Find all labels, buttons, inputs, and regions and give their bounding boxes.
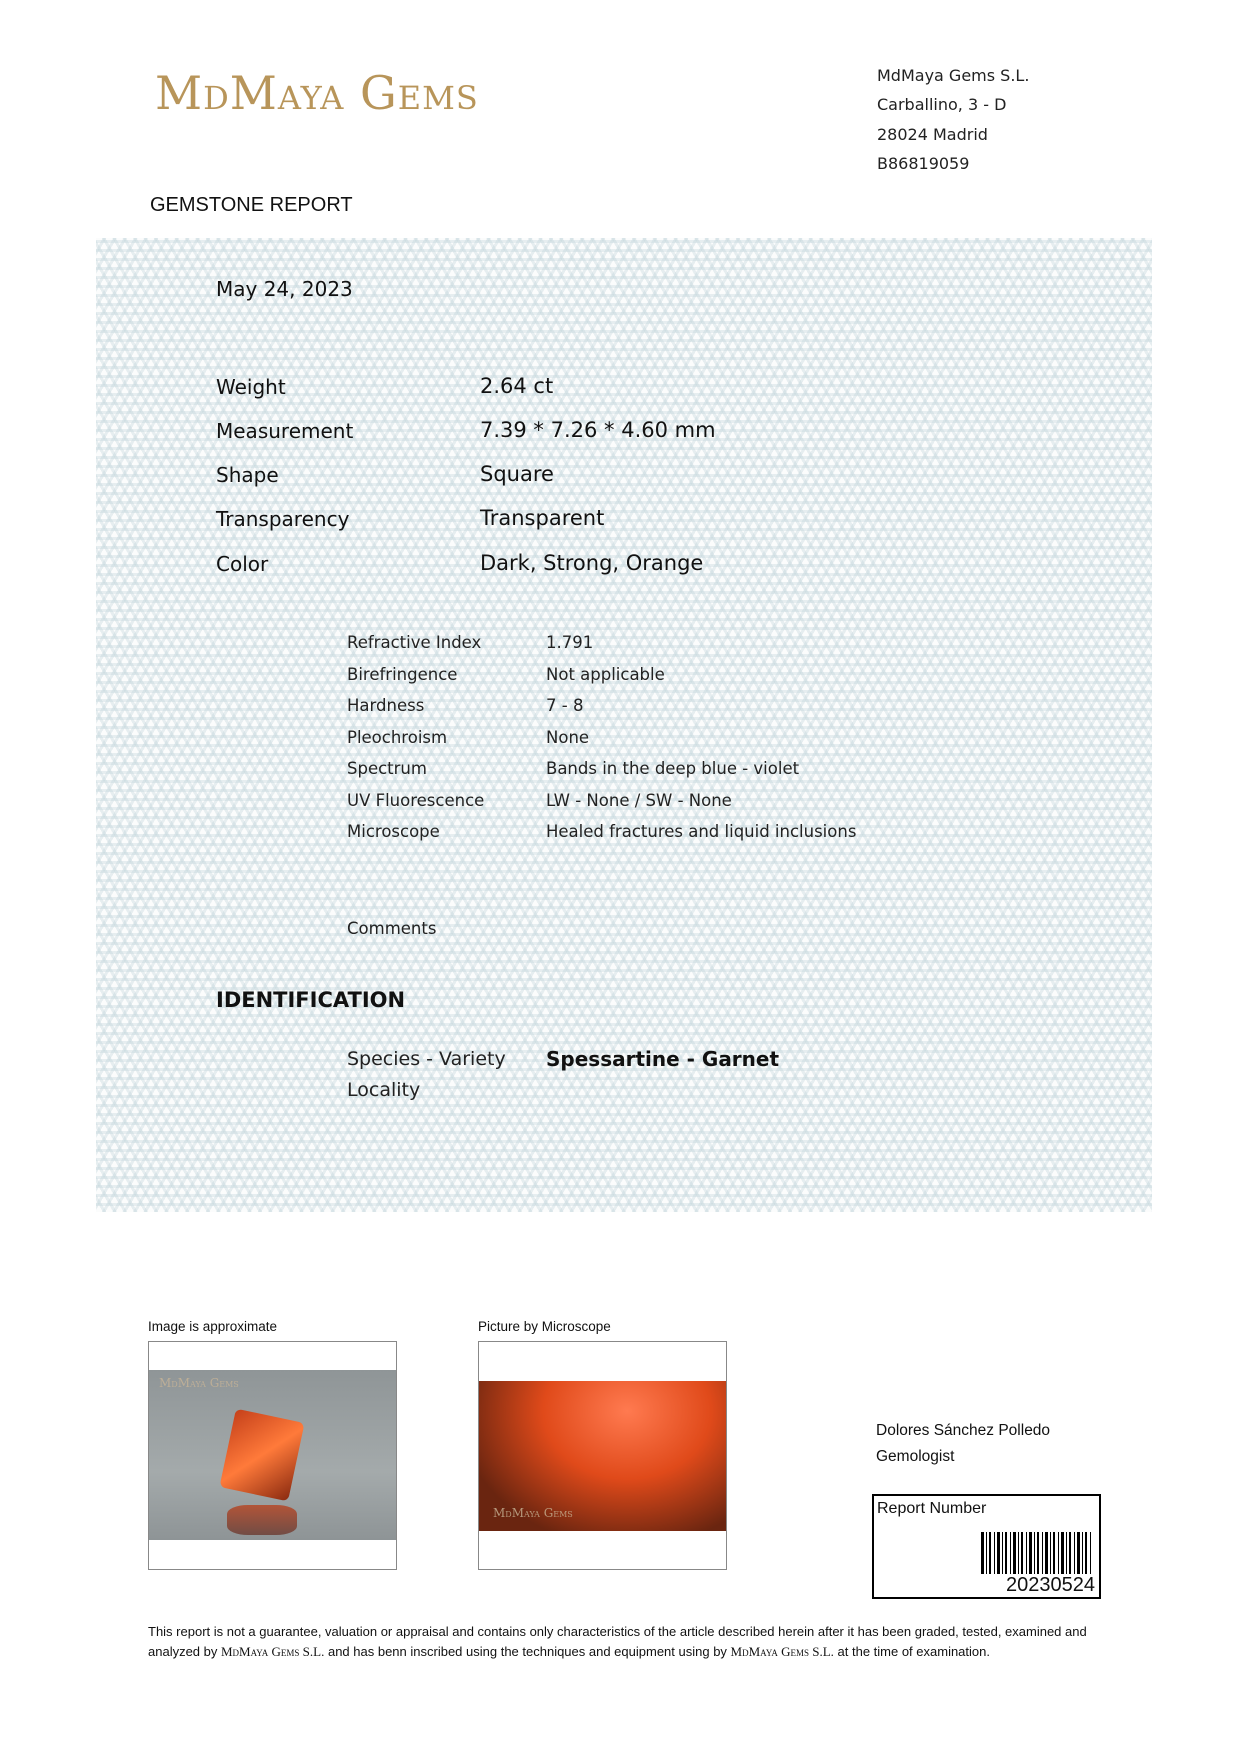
property-label: Refractive Index (347, 633, 482, 652)
image-caption: Image is approximate (148, 1319, 278, 1334)
comments-label: Comments (347, 919, 437, 938)
property-value: 1.791 (546, 633, 594, 652)
property-value: Bands in the deep blue - violet (546, 759, 800, 778)
image-caption: Picture by Microscope (478, 1319, 611, 1334)
gemologist-name: Dolores Sánchez Polledo (876, 1422, 1051, 1439)
photo-watermark: MdMaya Gems (493, 1506, 573, 1520)
property-label: Hardness (347, 696, 425, 715)
report-number-value: 20230524 (1006, 1574, 1095, 1596)
property-value: Not applicable (546, 665, 665, 684)
field-value: Transparent (480, 506, 605, 530)
report-title: GEMSTONE REPORT (150, 194, 353, 216)
address-line: 28024 Madrid (877, 125, 988, 144)
field-value: 2.64 ct (480, 374, 554, 398)
disclaimer-text: This report is not a guarantee, valuation or appraisal and contains only characteristics of the article described herein after it has been graded, tested, examined and analyzed by (148, 1624, 1087, 1659)
gem-reflection (227, 1505, 297, 1535)
field-label: Color (216, 552, 269, 576)
property-label: Spectrum (347, 759, 427, 778)
company-logo: MdMaya Gems (155, 66, 479, 120)
company-name: MdMaya Gems S.L. (221, 1644, 325, 1659)
gem-photo-frame (148, 1341, 397, 1570)
field-label: Shape (216, 463, 279, 487)
property-label: Microscope (347, 822, 440, 841)
address-line: Carballino, 3 - D (877, 95, 1007, 114)
property-label: UV Fluorescence (347, 791, 485, 810)
microscope-photo-frame (478, 1341, 727, 1570)
report-number-label: Report Number (877, 1500, 987, 1517)
photo-watermark: MdMaya Gems (159, 1376, 239, 1390)
address-line: MdMaya Gems S.L. (877, 66, 1030, 85)
field-value: Square (480, 462, 554, 486)
property-label: Pleochroism (347, 728, 448, 747)
field-value: 7.39 * 7.26 * 4.60 mm (480, 418, 716, 442)
field-label: Transparency (216, 507, 350, 531)
species-value: Spessartine - Garnet (546, 1047, 780, 1071)
property-label: Birefringence (347, 665, 458, 684)
locality-label: Locality (347, 1079, 421, 1101)
gem-image (219, 1409, 304, 1502)
field-label: Weight (216, 375, 286, 399)
property-value: 7 - 8 (546, 696, 584, 715)
disclaimer-text: at the time of examination. (833, 1644, 990, 1659)
disclaimer-text: and has benn inscribed using the techniques and equipment using by (324, 1644, 731, 1659)
report-date: May 24, 2023 (216, 277, 353, 301)
barcode (981, 1532, 1093, 1574)
field-label: Measurement (216, 419, 354, 443)
field-value: Dark, Strong, Orange (480, 551, 704, 575)
gem-photo (149, 1370, 396, 1540)
property-value: LW - None / SW - None (546, 791, 732, 810)
species-label: Species - Variety (347, 1048, 506, 1070)
report-number-box (872, 1494, 1101, 1599)
disclaimer (148, 1622, 1098, 1662)
identification-heading: IDENTIFICATION (216, 988, 406, 1012)
address-line: B86819059 (877, 154, 970, 173)
property-value: Healed fractures and liquid inclusions (546, 822, 857, 841)
property-value: None (546, 728, 590, 747)
microscope-photo (479, 1381, 726, 1531)
company-name: MdMaya Gems S.L. (730, 1644, 834, 1659)
gemologist-role: Gemologist (876, 1448, 955, 1465)
